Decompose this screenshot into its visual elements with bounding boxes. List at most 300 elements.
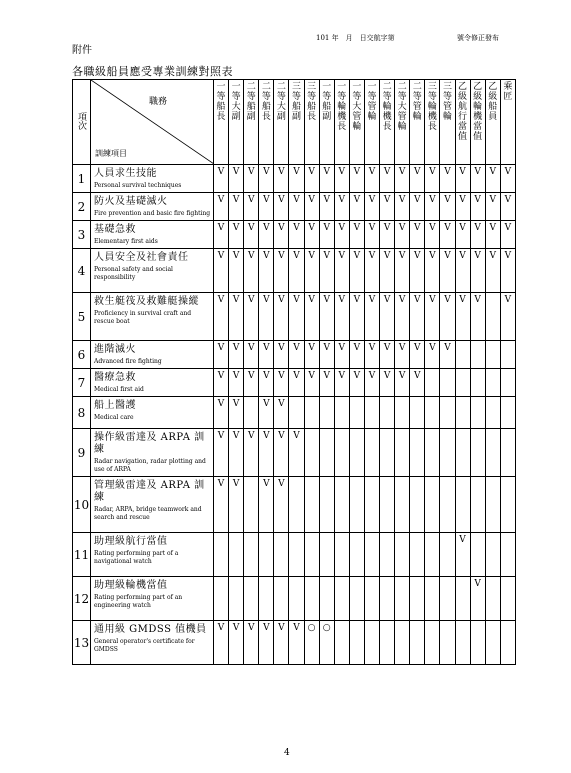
rank-column-header <box>319 80 334 165</box>
training-item <box>91 577 214 621</box>
requirement-mark <box>500 621 515 665</box>
requirement-mark: V <box>274 193 289 221</box>
rank-header-char: 二 <box>246 82 256 92</box>
requirement-mark: V <box>259 369 274 397</box>
requirement-mark: V <box>244 341 259 369</box>
requirement-mark: V <box>440 341 455 369</box>
requirement-mark: V <box>274 397 289 429</box>
training-item-en: General operator's certificate for GMDSS <box>94 638 195 653</box>
requirement-mark: V <box>214 341 229 369</box>
requirement-mark <box>229 577 244 621</box>
row-number: 9 <box>73 429 91 477</box>
requirement-mark: V <box>259 193 274 221</box>
requirement-mark: V <box>229 369 244 397</box>
rank-header-char: 副 <box>231 112 241 122</box>
training-items-label: 訓練項目 <box>95 149 127 158</box>
training-item-zh: 進階滅火 <box>94 344 136 355</box>
requirement-mark: V <box>395 193 410 221</box>
rank-header-char: 乙 <box>458 82 468 92</box>
requirement-mark: V <box>319 369 334 397</box>
requirement-mark <box>425 397 440 429</box>
training-item-zh: 防火及基礎滅火 <box>94 196 168 207</box>
requirement-mark <box>334 429 349 477</box>
rank-header-char: 等 <box>307 92 317 102</box>
requirement-mark: V <box>334 221 349 249</box>
requirement-mark: V <box>259 397 274 429</box>
training-item-en: Rating performing part of a navigational watch <box>94 550 179 565</box>
rank-header-char: 長 <box>382 122 392 132</box>
requirement-mark: V <box>214 477 229 533</box>
table-row <box>73 369 516 397</box>
requirement-mark <box>500 341 515 369</box>
training-item <box>91 221 214 249</box>
requirement-mark: V <box>214 193 229 221</box>
rank-header-char: 等 <box>337 92 347 102</box>
rank-header-char: 輪 <box>337 102 347 112</box>
requirement-mark: V <box>229 397 244 429</box>
row-number: 8 <box>73 397 91 429</box>
requirement-mark: V <box>410 193 425 221</box>
requirement-mark: V <box>455 249 470 293</box>
requirement-mark: V <box>470 577 485 621</box>
rank-header-char: 乙 <box>473 82 483 92</box>
rank-header-char: 管 <box>397 112 407 122</box>
rank-header-char: 副 <box>322 112 332 122</box>
requirement-mark <box>349 621 364 665</box>
requirement-mark <box>319 397 334 429</box>
requirement-mark: V <box>289 621 304 665</box>
requirement-mark <box>380 577 395 621</box>
rank-header-char: 等 <box>276 92 286 102</box>
requirement-mark <box>455 369 470 397</box>
requirement-mark <box>455 577 470 621</box>
rank-column-header <box>440 80 455 165</box>
rank-header-char: 輪 <box>427 102 437 112</box>
requirement-mark: V <box>334 341 349 369</box>
rank-header-char: 乘 <box>503 82 513 92</box>
requirement-mark <box>380 477 395 533</box>
requirement-mark <box>440 397 455 429</box>
requirement-mark: V <box>364 341 379 369</box>
table-row <box>73 341 516 369</box>
requirement-mark: V <box>425 249 440 293</box>
rank-header-char: 長 <box>427 122 437 132</box>
requirement-mark: V <box>395 369 410 397</box>
training-item-en: Medical care <box>94 414 134 421</box>
rank-column-header <box>214 80 229 165</box>
training-item-zh: 通用級 GMDSS 值機員 <box>94 624 207 635</box>
requirement-mark <box>380 397 395 429</box>
requirement-mark <box>470 369 485 397</box>
rank-header-char: 一 <box>337 82 347 92</box>
rank-header-char: 機 <box>473 112 483 122</box>
requirement-mark <box>229 533 244 577</box>
requirement-mark <box>395 429 410 477</box>
requirement-mark: V <box>364 249 379 293</box>
requirement-mark <box>500 477 515 533</box>
training-item <box>91 429 214 477</box>
training-item <box>91 397 214 429</box>
requirement-mark: V <box>349 341 364 369</box>
corner-header <box>91 80 214 165</box>
row-number: 11 <box>73 533 91 577</box>
training-item-en: Rating performing part of an engineering watch <box>94 594 183 609</box>
requirement-mark <box>440 577 455 621</box>
requirement-mark <box>440 429 455 477</box>
requirement-mark: V <box>455 293 470 341</box>
rank-header-char: 副 <box>292 112 302 122</box>
requirement-mark: V <box>395 293 410 341</box>
requirement-mark <box>304 397 319 429</box>
training-item-zh: 助理級輪機當值 <box>94 580 168 591</box>
requirement-mark: V <box>214 429 229 477</box>
requirement-mark <box>244 477 259 533</box>
requirement-mark: V <box>440 221 455 249</box>
training-item-en: Fire prevention and basic fire fighting <box>94 210 211 217</box>
requirement-mark: V <box>395 341 410 369</box>
rank-header-char: 二 <box>412 82 422 92</box>
requirement-mark: V <box>289 221 304 249</box>
requirement-mark: V <box>364 193 379 221</box>
requirement-mark: V <box>259 341 274 369</box>
rank-header-char: 等 <box>261 92 271 102</box>
requirement-mark: V <box>364 293 379 341</box>
requirement-mark: V <box>455 221 470 249</box>
requirement-mark <box>470 397 485 429</box>
requirement-mark <box>364 621 379 665</box>
requirement-mark <box>364 397 379 429</box>
requirement-mark: V <box>229 341 244 369</box>
requirement-mark <box>364 577 379 621</box>
requirement-mark <box>244 397 259 429</box>
training-item-en: Advanced fire fighting <box>94 358 162 365</box>
requirement-mark <box>334 397 349 429</box>
requirement-mark: V <box>229 621 244 665</box>
requirement-mark: V <box>289 193 304 221</box>
requirement-mark <box>364 429 379 477</box>
requirement-mark: V <box>470 193 485 221</box>
row-number: 5 <box>73 293 91 341</box>
requirement-mark: V <box>380 221 395 249</box>
requirement-mark: V <box>380 369 395 397</box>
requirement-mark <box>304 577 319 621</box>
requirement-mark <box>500 397 515 429</box>
rank-header-char: 大 <box>276 102 286 112</box>
requirement-mark: V <box>259 621 274 665</box>
rank-header-char: 二 <box>261 82 271 92</box>
requirement-mark: V <box>500 165 515 193</box>
rank-header-char: 等 <box>412 92 422 102</box>
rank-column-header <box>470 80 485 165</box>
requirement-mark <box>349 477 364 533</box>
requirement-mark <box>319 577 334 621</box>
requirement-mark: V <box>500 193 515 221</box>
requirement-mark: V <box>455 165 470 193</box>
requirement-mark: V <box>259 429 274 477</box>
requirement-mark <box>470 341 485 369</box>
requirement-mark: V <box>244 193 259 221</box>
requirement-mark: V <box>380 293 395 341</box>
rank-header-char: 一 <box>216 82 226 92</box>
training-item <box>91 293 214 341</box>
rank-column-header <box>364 80 379 165</box>
requirement-mark: V <box>410 249 425 293</box>
requirement-mark: V <box>425 221 440 249</box>
rank-column-header <box>485 80 500 165</box>
requirement-mark: V <box>425 193 440 221</box>
rank-column-header <box>304 80 319 165</box>
rank-column-header <box>334 80 349 165</box>
requirement-mark: V <box>349 165 364 193</box>
rank-header-char: 副 <box>276 112 286 122</box>
rank-header-char: 級 <box>473 92 483 102</box>
rank-header-char: 三 <box>307 82 317 92</box>
requirement-mark <box>244 577 259 621</box>
requirement-mark: V <box>214 621 229 665</box>
rank-header-char: 管 <box>352 112 362 122</box>
requirement-mark <box>289 397 304 429</box>
requirement-mark: V <box>289 293 304 341</box>
requirement-mark <box>395 397 410 429</box>
rank-header-char: 一 <box>231 82 241 92</box>
requirement-mark <box>470 429 485 477</box>
rank-column-header <box>425 80 440 165</box>
requirement-mark: V <box>455 533 470 577</box>
table-row <box>73 293 516 341</box>
table-row <box>73 221 516 249</box>
rank-header-char: 級 <box>458 92 468 102</box>
requirement-mark: V <box>304 221 319 249</box>
rank-header-char: 等 <box>367 92 377 102</box>
requirement-mark: V <box>229 165 244 193</box>
requirement-mark <box>485 293 500 341</box>
requirement-mark <box>440 477 455 533</box>
rank-header-char: 輪 <box>397 122 407 132</box>
requirement-mark <box>410 477 425 533</box>
rank-header-char: 三 <box>427 82 437 92</box>
requirement-mark <box>455 477 470 533</box>
requirement-mark: V <box>289 249 304 293</box>
requirement-mark: V <box>289 341 304 369</box>
rank-header-char: 三 <box>442 82 452 92</box>
table-row <box>73 577 516 621</box>
requirement-mark <box>380 429 395 477</box>
requirement-mark: V <box>304 165 319 193</box>
requirement-mark <box>334 533 349 577</box>
requirement-mark: V <box>244 249 259 293</box>
requirement-mark: V <box>410 341 425 369</box>
requirement-mark <box>334 577 349 621</box>
table-row <box>73 477 516 533</box>
row-number: 6 <box>73 341 91 369</box>
requirement-mark <box>410 397 425 429</box>
requirement-mark: V <box>274 293 289 341</box>
requirement-mark: V <box>304 293 319 341</box>
requirement-mark: V <box>440 165 455 193</box>
requirement-mark: V <box>395 165 410 193</box>
rank-header-char: 管 <box>442 102 452 112</box>
requirement-mark: V <box>410 369 425 397</box>
requirement-mark <box>395 533 410 577</box>
rank-header-char: 船 <box>261 102 271 112</box>
requirement-mark <box>425 429 440 477</box>
requirement-mark: V <box>244 165 259 193</box>
rank-column-header <box>500 80 515 165</box>
table-row <box>73 533 516 577</box>
row-number: 7 <box>73 369 91 397</box>
training-item-zh: 操作級雷達及 ARPA 訓練 <box>94 432 205 455</box>
rank-header-char: 值 <box>473 132 483 142</box>
training-item <box>91 249 214 293</box>
rank-header-char: 船 <box>488 102 498 112</box>
requirement-mark <box>485 621 500 665</box>
requirement-mark: V <box>244 429 259 477</box>
requirement-mark: V <box>349 293 364 341</box>
requirement-mark: V <box>364 165 379 193</box>
training-item-en: Radar, ARPA, bridge teamwork and search and rescue <box>94 506 202 521</box>
rank-header-char: 等 <box>231 92 241 102</box>
rank-column-header <box>455 80 470 165</box>
rank-header-char: 管 <box>367 102 377 112</box>
requirement-mark: V <box>470 293 485 341</box>
rank-header-char: 等 <box>442 92 452 102</box>
requirement-mark <box>380 621 395 665</box>
training-item <box>91 369 214 397</box>
requirement-mark: V <box>470 221 485 249</box>
training-table <box>72 79 516 665</box>
training-item-en: Radar navigation, radar plotting and use of ARPA <box>94 458 206 473</box>
requirement-mark: V <box>364 369 379 397</box>
requirement-mark <box>289 477 304 533</box>
requirement-mark <box>485 397 500 429</box>
rank-header-char: 長 <box>216 112 226 122</box>
requirement-mark: V <box>274 341 289 369</box>
rank-header-char: 等 <box>292 92 302 102</box>
requirement-mark <box>440 621 455 665</box>
requirement-mark: V <box>319 193 334 221</box>
requirement-mark: V <box>274 621 289 665</box>
requirement-mark: V <box>259 477 274 533</box>
requirement-mark: V <box>304 341 319 369</box>
rank-header-char: 當 <box>473 122 483 132</box>
rank-column-header <box>410 80 425 165</box>
rank-header-char: 二 <box>397 82 407 92</box>
requirement-mark: V <box>410 293 425 341</box>
requirement-mark <box>470 533 485 577</box>
requirement-mark: V <box>229 477 244 533</box>
row-number: 1 <box>73 165 91 193</box>
rank-header-char: 二 <box>382 82 392 92</box>
rank-header-char: 等 <box>322 92 332 102</box>
requirement-mark <box>304 477 319 533</box>
requirement-mark <box>319 533 334 577</box>
rank-header-char: 機 <box>337 112 347 122</box>
rank-header-char: 輪 <box>442 112 452 122</box>
requirement-mark <box>349 429 364 477</box>
training-item <box>91 533 214 577</box>
rank-header-char: 匠 <box>503 92 513 102</box>
requirement-mark: V <box>244 621 259 665</box>
requirement-mark: ○ <box>319 621 334 665</box>
requirement-mark: V <box>380 341 395 369</box>
rank-header-char: 船 <box>292 102 302 112</box>
training-item-zh: 醫療急救 <box>94 372 136 383</box>
row-number: 3 <box>73 221 91 249</box>
requirement-mark: V <box>274 165 289 193</box>
rank-header-char: 大 <box>231 102 241 112</box>
requirement-mark <box>349 397 364 429</box>
requirement-mark <box>410 429 425 477</box>
requirement-mark: V <box>274 477 289 533</box>
rank-column-header <box>349 80 364 165</box>
requirement-mark <box>364 533 379 577</box>
requirement-mark <box>470 477 485 533</box>
requirement-mark <box>410 621 425 665</box>
requirement-mark: V <box>349 193 364 221</box>
requirement-mark <box>410 577 425 621</box>
requirement-mark <box>455 429 470 477</box>
requirement-mark <box>289 577 304 621</box>
duty-label: 職務 <box>149 97 168 107</box>
rank-header-char: 副 <box>246 112 256 122</box>
training-item-en: Personal survival techniques <box>94 182 182 189</box>
requirement-mark: V <box>334 249 349 293</box>
requirement-mark: V <box>229 193 244 221</box>
rank-header-char: 行 <box>458 112 468 122</box>
requirement-mark: V <box>214 165 229 193</box>
page-title: 各職級船員應受專業訓練對照表 <box>72 65 233 78</box>
training-item <box>91 477 214 533</box>
requirement-mark <box>319 477 334 533</box>
training-item-zh: 基礎急救 <box>94 224 136 235</box>
requirement-mark: V <box>289 369 304 397</box>
annex-label: 附件 <box>72 45 92 56</box>
table-row <box>73 165 516 193</box>
training-item-zh: 船上醫護 <box>94 400 136 411</box>
requirement-mark: V <box>304 369 319 397</box>
requirement-mark <box>455 397 470 429</box>
requirement-mark <box>214 577 229 621</box>
requirement-mark <box>425 621 440 665</box>
page-number: 4 <box>284 748 290 758</box>
rank-header-char: 大 <box>352 102 362 112</box>
requirement-mark <box>455 341 470 369</box>
requirement-mark <box>485 429 500 477</box>
rank-header-char: 輪 <box>412 112 422 122</box>
requirement-mark <box>334 477 349 533</box>
requirement-mark: V <box>319 341 334 369</box>
requirement-mark <box>440 533 455 577</box>
rank-column-header <box>274 80 289 165</box>
requirement-mark: V <box>229 293 244 341</box>
requirement-mark <box>349 577 364 621</box>
rank-header-char: 等 <box>216 92 226 102</box>
requirement-mark: V <box>244 221 259 249</box>
requirement-mark: V <box>244 293 259 341</box>
requirement-mark: V <box>289 165 304 193</box>
rank-header-char: 長 <box>307 112 317 122</box>
requirement-mark: V <box>214 221 229 249</box>
requirement-mark <box>334 621 349 665</box>
training-item-zh: 救生艇筏及救難艇操縱 <box>94 296 199 307</box>
training-item <box>91 341 214 369</box>
requirement-mark: V <box>349 249 364 293</box>
rank-header-char: 輪 <box>352 122 362 132</box>
requirement-mark <box>470 621 485 665</box>
requirement-mark <box>304 429 319 477</box>
rank-header-char: 等 <box>246 92 256 102</box>
row-number: 12 <box>73 577 91 621</box>
